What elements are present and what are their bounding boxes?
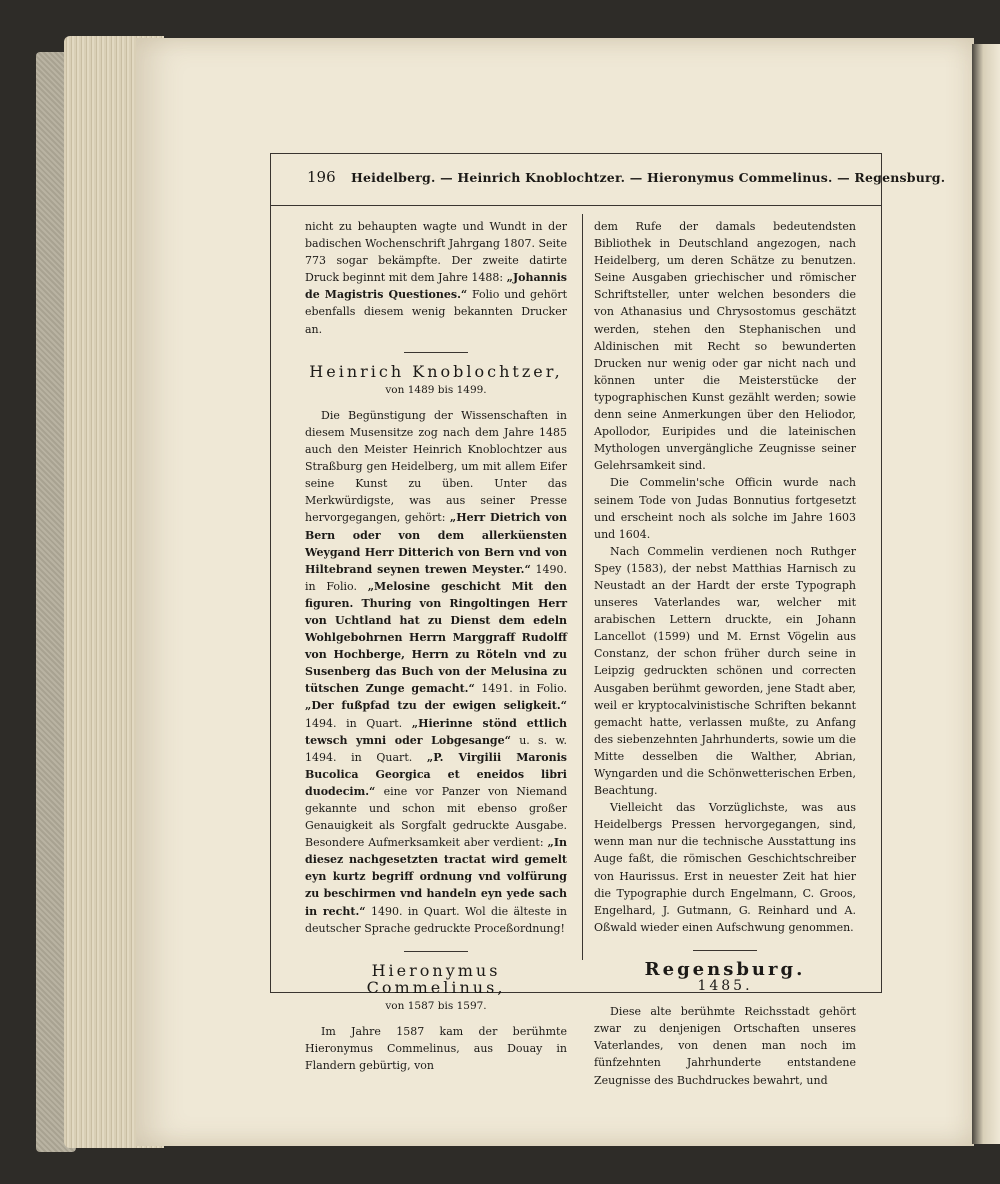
text: eine vor Panzer von Niemand gekannte und schon mit ebenso großer Genauigkeit als Sorgfalt gedruckte Ausgabe. Besondere Aufmerksamkeit aber verdient: — [305, 784, 567, 850]
text: nicht zu behaupten wagte und Wundt in der badischen Wochenschrift Jahrgang 1807. Seite 773 sogar bekämpfte. Der zweite datirte Druck beginnt mit dem Jahre 1488: — [305, 220, 567, 285]
right-column — [594, 218, 856, 1089]
text: u. s. w. 1494. in Quart. — [305, 733, 567, 764]
text: Folio und gehört ebenfalls diesem wenig bekannten Drucker an. — [305, 288, 567, 336]
section-title-knoblochtzer: Heinrich Knoblochtzer, — [309, 361, 563, 381]
paragraph — [305, 407, 567, 937]
paragraph: dem Rufe der damals bedeutendsten Bibliothek in Deutschland angezogen, nach Heidelberg, um deren Schätze zu benutzen. Seine Ausgaben griechischer und römischer Schriftsteller, unter welchen besonders die von Athanasius und Chrysostomus geschätzt werden, stehen den Stephanischen und Aldinischen mit Recht so bewunderten Drucken nur wenig oder gar nicht nach und können unter die Meisterstücke der typographischen Kunst gezählt werden; sowie denn seine Anmerkungen über den Heliodor, Apollodor, Euripides und die lateinischen Mythologen unvergängliche Zeugnisse seiner Gelehrsamkeit sind. — [594, 220, 856, 473]
page-number: 196 — [307, 168, 336, 186]
section-title-commelinus: Hieronymus Commelinus, — [366, 960, 506, 997]
book-title: „In diesez nachgesetzten tractat wird gemelt eyn kurtz begriff ordnung vnd volfürung zu beschirmen vnd handeln eyn yede sach in recht.“ — [305, 836, 567, 918]
paragraph: Im Jahre 1587 kam der berühmte Hieronymus Commelinus, aus Douay in Flandern gebürtig, von — [305, 1025, 567, 1073]
book-title: „Der fußpfad tzu der ewigen seligkeit.“ — [305, 699, 567, 713]
text: 1494. in Quart. — [305, 716, 412, 730]
section-dates-knoblochtzer: von 1489 bis 1499. — [385, 383, 487, 396]
section-dates-commelinus: von 1587 bis 1597. — [385, 999, 487, 1012]
next-page-edge — [972, 44, 1000, 1144]
section-title-regensburg: Regensburg. — [644, 958, 806, 980]
paragraph: Diese alte berühmte Reichsstadt gehört zwar zu denjenigen Ortschaften unseres Vaterlandes, von denen man noch im fünfzehnten Jahrhunderte entstandene Zeugnisse des Buchdruckes bewahrt, und — [594, 1005, 856, 1087]
running-head: Heidelberg. — Heinrich Knoblochtzer. — Hieronymus Commelinus. — Regensburg. — [351, 170, 946, 185]
section-rule — [404, 951, 468, 952]
column-divider — [582, 214, 583, 960]
paragraph: Vielleicht das Vorzüglichste, was aus Heidelbergs Pressen hervorgegangen, sind, wenn man nur die technische Ausstattung ins Auge faßt, die römischen Geschichtschreiber von Haurissus. Erst in neuester Zeit hat hier die Typographie durch Engelmann, C. Groos, Engelhard, J. Gutmann, G. Reinhard und A. Oßwald wieder einen Aufschwung genommen. — [594, 801, 856, 934]
section-rule — [693, 950, 757, 951]
book-title: „P. Virgilii Maronis Bucolica Georgica et eneidos libri duodecim.“ — [305, 750, 567, 798]
book-title: „Hierinne stönd ettlich tewsch ymni oder Lobgesange“ — [305, 716, 568, 747]
page-header — [271, 154, 946, 206]
paragraph: Nach Commelin verdienen noch Ruthger Spey (1583), der nebst Matthias Harnisch zu Neustadt an der Hardt der erste Typograph unseres Vaterlandes war, welcher mit arabischen Lettern druckte, ein Johann Lancellot (1599) und M. Ernst Vögelin aus Constanz, der schon früher durch seine in Leipzig gedruckten schönen und correcten Ausgaben berühmt geworden, jene Stadt aber, weil er kryptocalvinistische Schriften bekannt gemacht hatte, verlassen mußte, zu Anfang des siebenzehnten Jahrhunderts, sowie um die Mitte desselben die Walther, Abrian, Wyngarden und die Schönwetterischen Erben, Beachtung. — [594, 544, 856, 798]
text: Die Begünstigung der Wissenschaften in diesem Musensitze zog nach dem Jahre 1485 auch den Meister Heinrich Knoblochtzer aus Straßburg gen Heidelberg, um mit allem Eifer seine Kunst zu üben. Unter das Merkwürdigste, was aus seiner Presse hervorgegangen, gehört: — [305, 408, 567, 525]
text: 1491. in Folio. — [474, 682, 568, 696]
section-year-regensburg: 1485. — [697, 978, 753, 995]
section-rule — [404, 352, 468, 353]
book-title: „Johannis de Magistris Questiones.“ — [305, 271, 567, 302]
paragraph: Die Commelin'sche Officin wurde nach seinem Tode von Judas Bonnutius fortgesetzt und erscheint noch als solche im Jahre 1603 und 1604. — [594, 476, 856, 541]
left-column — [305, 218, 567, 1074]
text-frame — [270, 153, 946, 1087]
book-title: „Melosine geschicht Mit den figuren. Thuring von Ringoltingen Herr von Uchtland hat zu Dienst dem edeln Wohlgebohrnen Herrn Marggraff Rudolff von Hochberge, Herrn zu Röteln vnd zu Susenberg das Buch von der Melusina zu tütschen Zunge gemacht.“ — [305, 579, 567, 696]
text: 1490. in Folio. — [305, 562, 567, 593]
book-title: „Herr Dietrich von Bern oder von dem allerküensten Weygand Herr Ditterich von Bern vnd von Hiltebrand seynen trewen Meyster.“ — [305, 511, 567, 576]
paragraph — [305, 218, 567, 338]
text: 1490. in Quart. Wol die älteste in deutscher Sprache gedruckte Proceßordnung! — [305, 904, 568, 935]
